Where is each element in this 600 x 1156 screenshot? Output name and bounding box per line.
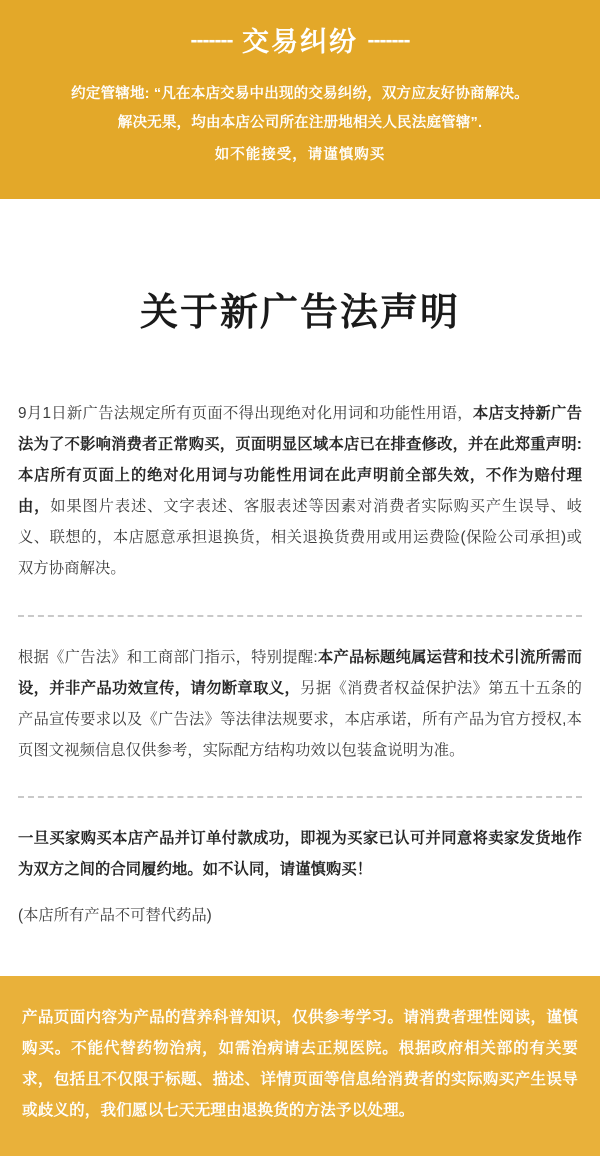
- statement-paragraph-3: 一旦买家购买本店产品并订单付款成功，即视为买家已认可并同意将卖家发货地作为双方之间的合同履约地。如不认同，请谨慎购买！: [18, 830, 582, 879]
- statement-p1-part-a: 9月1日新广告法规定所有页面不得出现绝对化用词和功能性用语，: [18, 405, 473, 423]
- dispute-line-2: 解决无果，均由本店公司所在注册地相关人民法庭管辖”.: [117, 114, 483, 131]
- statement-p1-part-c: 如果图片表述、文字表述、客服表述等因素对消费者实际购买产生误导、岐义、联想的，本店愿意承担退换货，相关退换货费用或用运费险(保险公司承担)或双方协商解决。: [18, 498, 582, 577]
- statement-paragraph-2: [18, 643, 582, 767]
- disclaimer-block: 产品页面内容为产品的营养科普知识，仅供参考学习。请消费者理性阅读，谨慎购买。不能代替药物治病，如需治病请去正规医院。根据政府相关部的有关要求，包括且不仅限于标题、描述、详情页面等信息给消费者的实际购买产生误导或歧义的，我们愿以七天无理由退换货的方法予以处理。: [0, 976, 600, 1156]
- statement-note: (本店所有产品不可替代药品): [18, 907, 212, 925]
- divider-1: [18, 615, 582, 617]
- dispute-line-1: 约定管辖地: “凡在本店交易中出现的交易纠纷，双方应友好协商解决。: [71, 86, 529, 103]
- dash-right: -------: [367, 29, 410, 52]
- statement-p1-part-b: 本店支持新广告法为了不影响消费者正常购买，页面明显区域本店已在排查修改，并在此郑重声明:本店所有页面上的绝对化用词与功能性用词在此声明前全部失效，不作为赔付理由，: [18, 405, 582, 516]
- statement-p2-part-c: 另据《消费者权益保护法》第五十五条的产品宣传要求以及《广告法》等法律法规要求，本店承诺，所有产品为官方授权,本页图文视频信息仅供参考，实际配方结构功效以包装盒说明为准。: [18, 679, 582, 759]
- statement-p2-part-a: 根据《广告法》和工商部门指示，特别提醒:: [18, 648, 318, 666]
- dispute-banner-title: [34, 26, 566, 58]
- dispute-line-3: 如不能接受，请谨慎购买: [214, 146, 386, 163]
- divider-2: [18, 796, 582, 798]
- statement-p2-part-b: 本产品标题纯属运营和技术引流所需而设，并非产品功效宣传，请勿断章取义，: [18, 648, 582, 697]
- dash-left: -------: [190, 29, 233, 52]
- dispute-banner-title-text: 交易纠纷: [242, 27, 358, 57]
- body-content: [0, 399, 600, 932]
- page-title: 关于新广告法声明: [139, 292, 460, 335]
- statement-paragraph-1: [18, 399, 582, 584]
- dispute-banner: [0, 0, 600, 199]
